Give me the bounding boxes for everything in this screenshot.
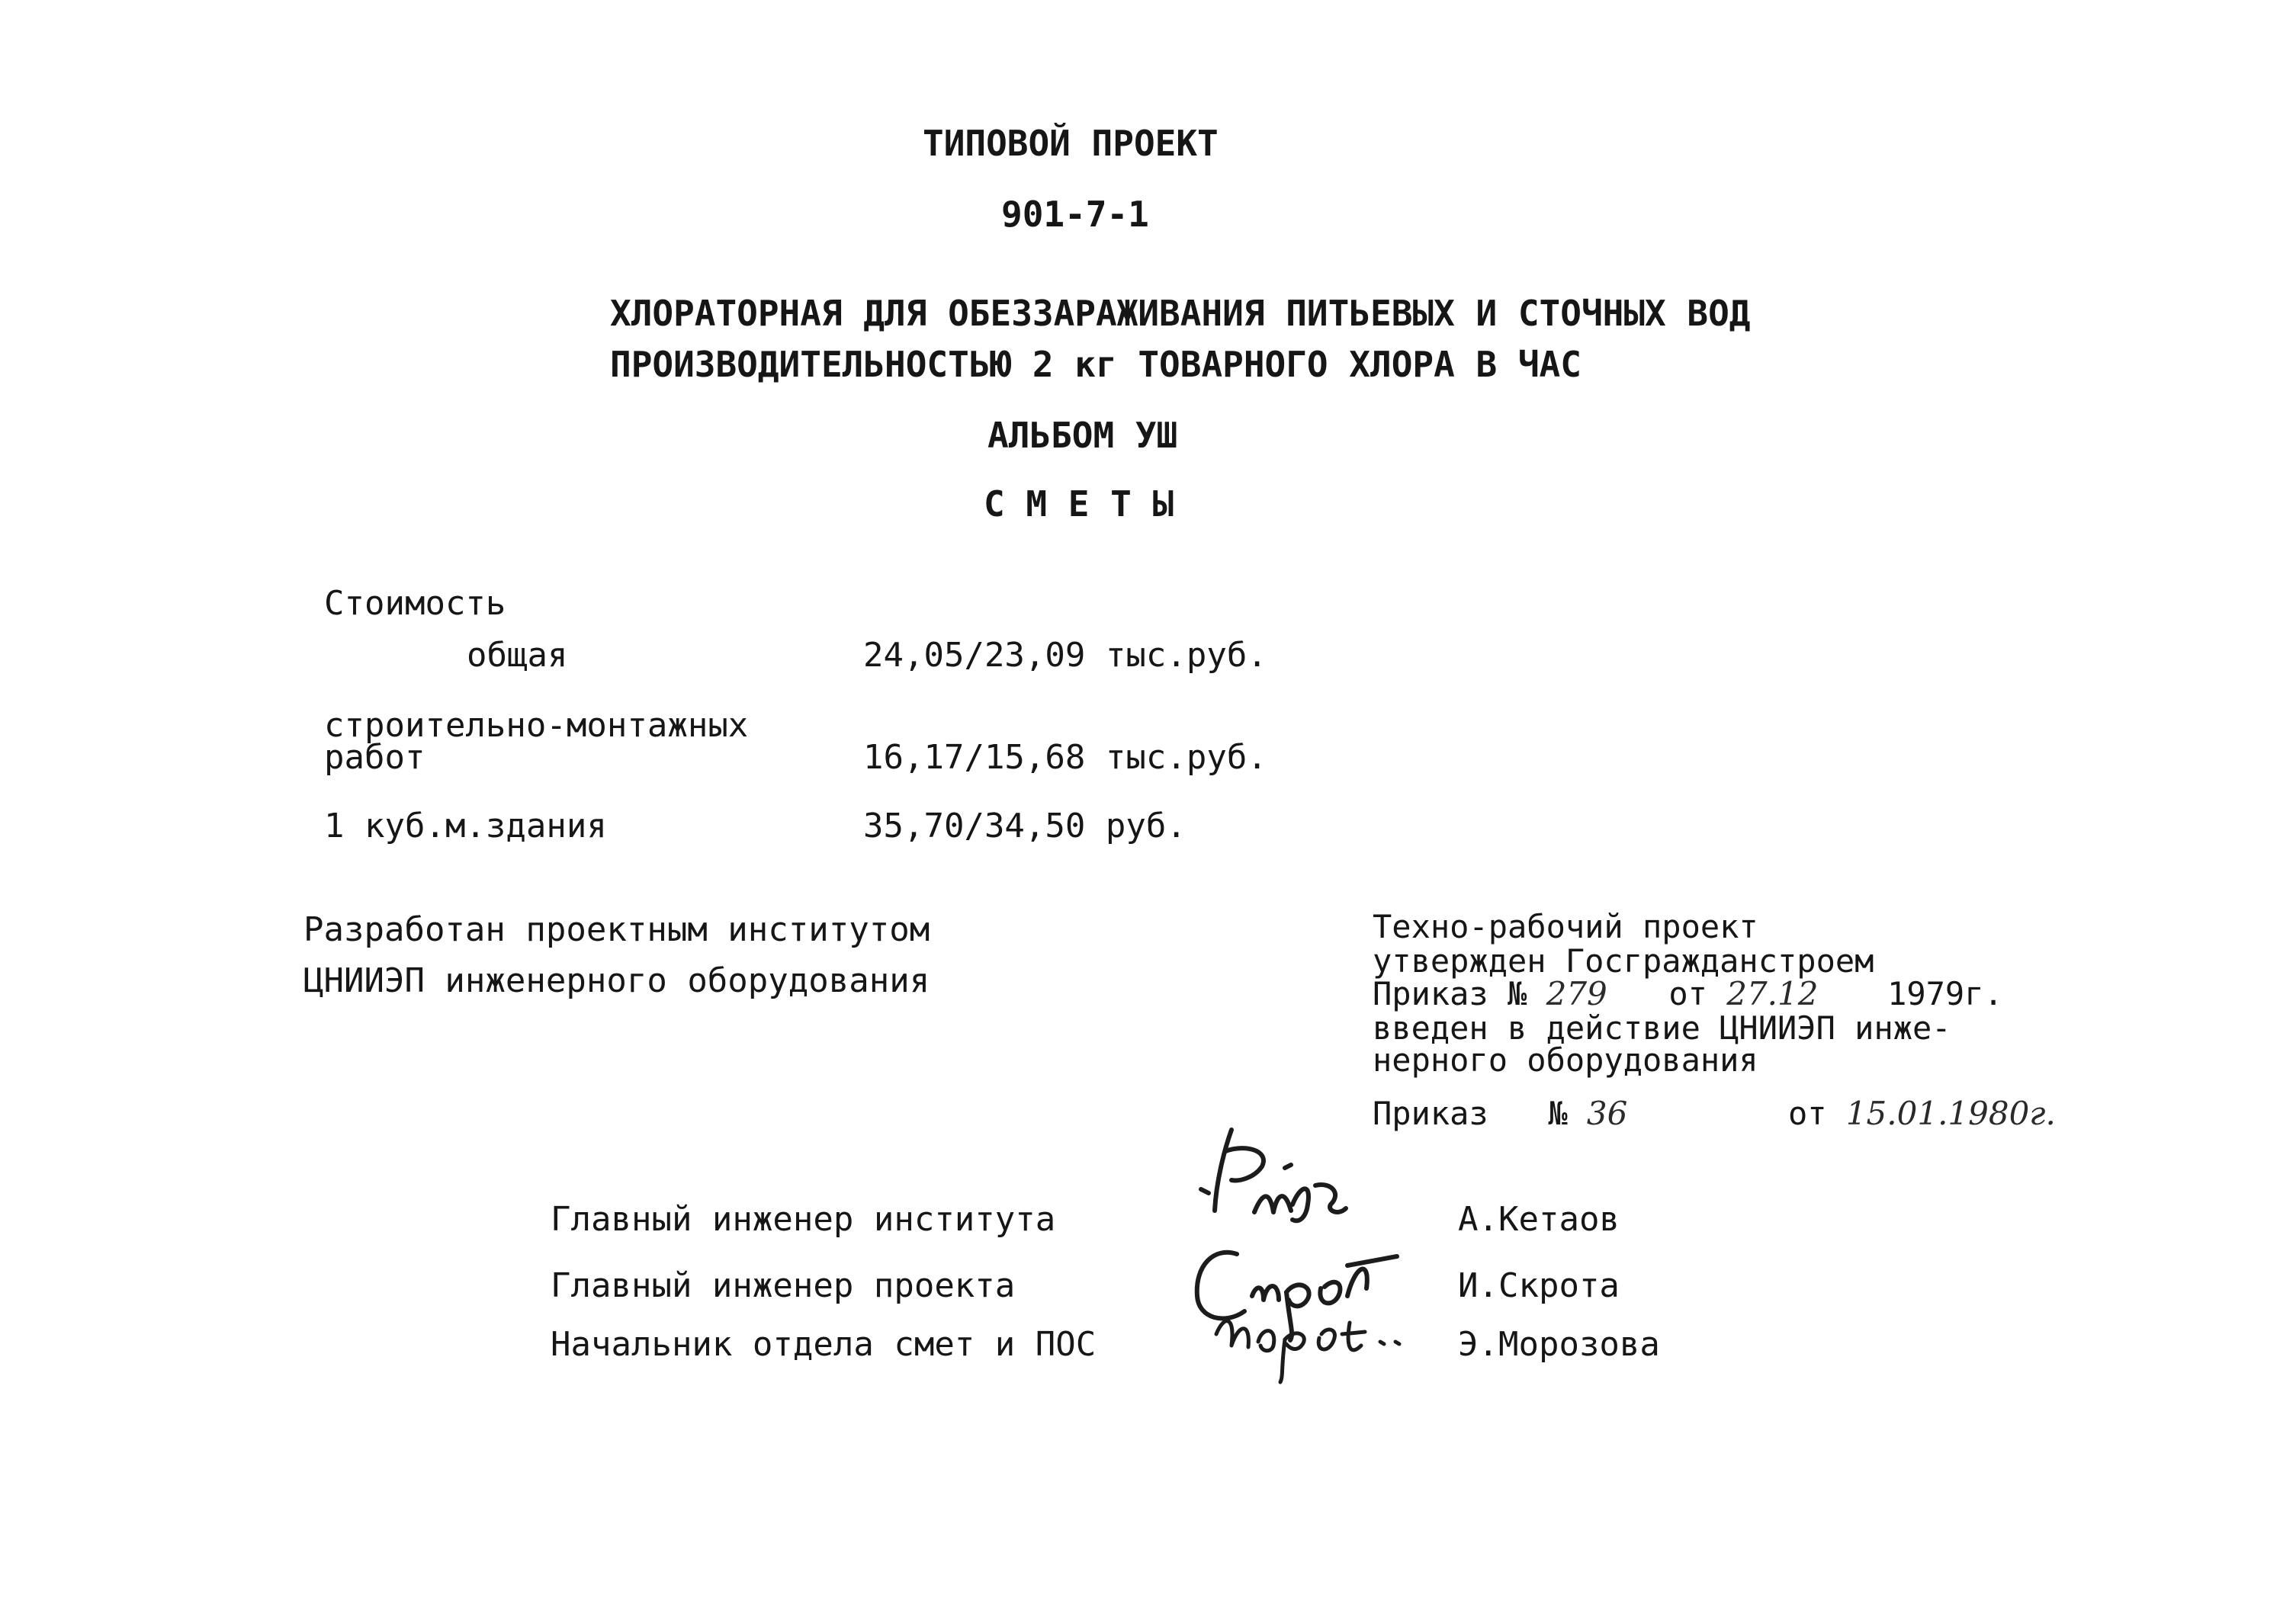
approval-order-label: Приказ № bbox=[1373, 975, 1527, 1012]
project-type: ТИПОВОЙ ПРОЕКТ bbox=[923, 123, 1219, 164]
signature-3 bbox=[1201, 1300, 1430, 1384]
approval-order-line bbox=[1373, 975, 2003, 1012]
signatory-position-chief-engineer-institute: Главный инженер института bbox=[551, 1200, 1056, 1239]
approval-line-1: Техно-рабочий проект bbox=[1373, 908, 1758, 945]
cost-per-cubic-value: 35,70/34,50 руб. bbox=[863, 807, 1187, 845]
section-title: С М Е Т Ы bbox=[984, 483, 1174, 524]
approval-order-date: 27.12 bbox=[1726, 975, 1819, 1012]
cost-total-value: 24,05/23,09 тыс.руб. bbox=[863, 636, 1267, 675]
approval-year: 1979г. bbox=[1887, 975, 2003, 1012]
album-label: АЛЬБОМ УШ bbox=[987, 415, 1178, 456]
cost-construction-label-2: работ bbox=[324, 738, 425, 777]
signature-1 bbox=[1178, 1121, 1376, 1250]
developer-line-2: ЦНИИЭП инженерного оборудования bbox=[303, 961, 930, 1000]
approval-from-label: от bbox=[1668, 975, 1707, 1012]
cost-heading: Стоимость bbox=[324, 584, 506, 623]
cost-construction-value: 16,17/15,68 тыс.руб. bbox=[863, 738, 1267, 777]
approval-order2-from: от bbox=[1787, 1095, 1827, 1132]
approval-order2-no-sign: № bbox=[1548, 1095, 1568, 1132]
signatory-name-head-estimates: Э.Морозова bbox=[1458, 1325, 1660, 1364]
title-line-2: ПРОИЗВОДИТЕЛЬНОСТЬЮ 2 кг ТОВАРНОГО ХЛОРА В ЧАС bbox=[610, 344, 1582, 385]
approval-order2-label: Приказ bbox=[1373, 1095, 1488, 1132]
approval-order2-date: 15.01.1980г. bbox=[1845, 1095, 2056, 1132]
title-line-1: ХЛОРАТОРНАЯ ДЛЯ ОБЕЗЗАРАЖИВАНИЯ ПИТЬЕВЫХ И СТОЧНЫХ ВОД bbox=[610, 293, 1751, 334]
project-number: 901-7-1 bbox=[1001, 194, 1149, 235]
signatory-position-chief-engineer-project: Главный инженер проекта bbox=[551, 1266, 1016, 1305]
developer-line-1: Разработан проектным институтом bbox=[303, 910, 930, 949]
approval-order-number: 279 bbox=[1546, 975, 1607, 1012]
cost-total-label: общая bbox=[467, 636, 568, 675]
approval-line-2: утвержден Госгражданстроем bbox=[1373, 942, 1874, 980]
approval-order2-line bbox=[1373, 1095, 2056, 1132]
approval-line-5: нерного оборудования bbox=[1373, 1041, 1758, 1079]
cost-construction-label-1: строительно-монтажных bbox=[324, 706, 749, 745]
approval-order2-number: 36 bbox=[1586, 1095, 1628, 1132]
cost-per-cubic-label: 1 куб.м.здания bbox=[324, 807, 607, 845]
approval-line-4: введен в действие ЦНИИЭП инже- bbox=[1373, 1009, 1951, 1047]
signatory-position-head-estimates: Начальник отдела смет и ПОС bbox=[551, 1325, 1097, 1364]
signatory-name-chief-engineer-project: И.Скрота bbox=[1458, 1266, 1620, 1305]
signatory-name-chief-engineer-institute: А.Кетаов bbox=[1458, 1200, 1620, 1239]
